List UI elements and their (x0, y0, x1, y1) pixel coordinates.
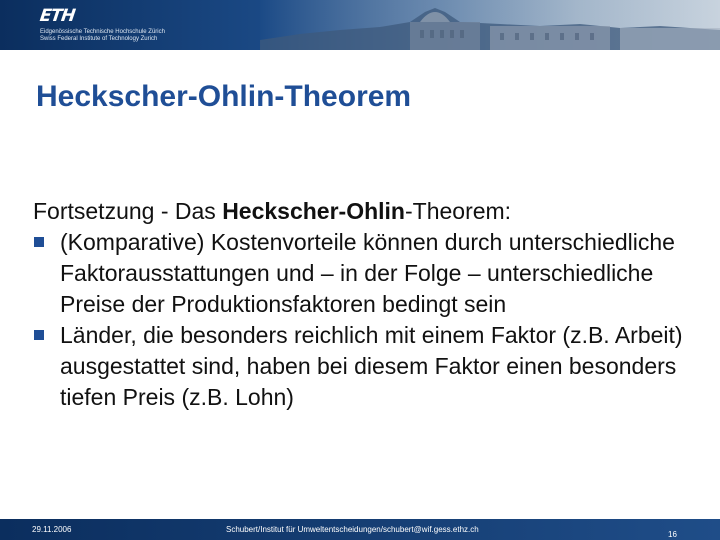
footer-bar (0, 519, 720, 540)
footer-date: 29.11.2006 (32, 525, 72, 534)
slide-title: Heckscher-Ohlin-Theorem (36, 80, 412, 113)
bullet-text: (Komparative) Kostenvorteile können durch unterschiedliche Faktorausstattungen und – in der Folge – unterschiedliche Preise der Produktionsfaktoren bedingt sein (60, 229, 675, 317)
square-bullet-icon (34, 237, 44, 247)
intro-bold-term: Heckscher-Ohlin (222, 198, 405, 224)
intro-line (33, 196, 693, 227)
institution-name-de: Eidgenössische Technische Hochschule Zürich (40, 29, 165, 35)
square-bullet-icon (34, 330, 44, 340)
bullet-item (33, 320, 693, 413)
intro-prefix: Fortsetzung - Das (33, 198, 223, 224)
institution-name-en: Swiss Federal Institute of Technology Zurich (40, 36, 158, 42)
footer-author-info: Schubert/Institut für Umweltentscheidungen/schubert@wif.gess.ethz.ch (226, 525, 479, 534)
eth-logo[interactable]: ETH (38, 6, 76, 26)
slide-body (33, 196, 693, 413)
page-number: 16 (668, 530, 677, 539)
bullet-item (33, 227, 693, 320)
bullet-list (33, 227, 693, 413)
intro-suffix: -Theorem: (404, 198, 512, 224)
bullet-text: Länder, die besonders reichlich mit einem Faktor (z.B. Arbeit) ausgestattet sind, haben bei diesem Faktor einen besonders tiefen Preis (z.B. Lohn) (60, 322, 683, 410)
eth-building-photo (260, 0, 720, 50)
header-banner (0, 0, 720, 50)
